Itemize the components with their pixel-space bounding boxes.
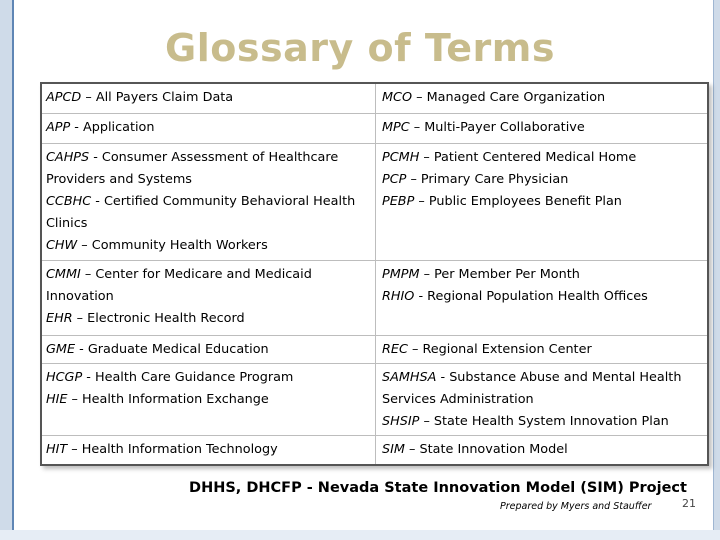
glossary-separator: – <box>419 414 434 429</box>
glossary-cell-right <box>376 436 707 464</box>
glossary-definition: Public Employees Benefit Plan <box>428 194 622 209</box>
glossary-definition: All Payers Claim Data <box>95 90 234 105</box>
glossary-term: SIM <box>382 442 405 457</box>
glossary-term: APCD <box>46 90 82 105</box>
glossary-definition: Regional Population Health Offices <box>427 289 648 304</box>
glossary-separator: - <box>82 370 95 385</box>
glossary-definition: Health Information Exchange <box>82 392 269 407</box>
glossary-entry <box>46 235 371 257</box>
glossary-definition: Certified Community Behavioral Health Clinics <box>46 194 356 231</box>
glossary-definition: Community Health Workers <box>91 238 268 253</box>
glossary-separator: – <box>77 238 92 253</box>
glossary-term: CCBHC <box>46 194 92 209</box>
glossary-entry <box>46 147 371 191</box>
glossary-separator: – <box>81 90 96 105</box>
glossary-definition: Health Care Guidance Program <box>94 370 294 385</box>
glossary-cell-right <box>376 114 707 144</box>
glossary-entry <box>382 264 703 286</box>
glossary-separator: - <box>414 289 428 304</box>
glossary-entry <box>46 339 371 361</box>
glossary-cell-left <box>42 84 376 114</box>
glossary-entry <box>46 264 371 308</box>
glossary-definition: Center for Medicare and Medicaid Innovation <box>46 267 312 304</box>
glossary-separator: – <box>67 392 83 407</box>
glossary-definition: Regional Extension Center <box>422 342 592 357</box>
glossary-entry <box>382 286 703 308</box>
glossary-cell-left <box>42 144 376 261</box>
glossary-cell-right <box>376 261 707 336</box>
glossary-entry <box>382 411 703 433</box>
glossary-entry <box>382 87 703 109</box>
glossary-entry <box>382 117 703 139</box>
glossary-entry <box>46 191 371 235</box>
footer-credit: Prepared by Myers and Stauffer <box>500 501 652 512</box>
glossary-entry <box>46 308 371 330</box>
footer-project-title: DHHS, DHCFP - Nevada State Innovation Model (SIM) Project <box>189 480 687 496</box>
glossary-cell-right <box>376 364 707 436</box>
glossary-entry <box>382 191 703 213</box>
glossary-separator: – <box>412 90 427 105</box>
glossary-separator: – <box>72 311 88 326</box>
glossary-term: MPC <box>382 120 410 135</box>
glossary-separator: - <box>70 120 83 135</box>
glossary-entry <box>382 169 703 191</box>
glossary-term: MCO <box>382 90 413 105</box>
glossary-term: HIT <box>46 442 68 457</box>
left-accent-line <box>12 0 14 540</box>
glossary-entry <box>46 389 371 411</box>
glossary-entry <box>382 147 703 169</box>
glossary-term: SHSIP <box>382 414 420 429</box>
glossary-term: HCGP <box>46 370 83 385</box>
glossary-term: HIE <box>46 392 68 407</box>
glossary-cell-left <box>42 436 376 464</box>
glossary-cell-right <box>376 84 707 114</box>
page-number: 21 <box>682 497 696 510</box>
slide-title: Glossary of Terms <box>165 26 555 70</box>
glossary-definition: Consumer Assessment of Healthcare Providers and Systems <box>46 150 339 187</box>
glossary-term: RHIO <box>382 289 415 304</box>
glossary-term: SAMHSA <box>382 370 437 385</box>
glossary-cell-left <box>42 364 376 436</box>
glossary-separator: – <box>406 172 421 187</box>
glossary-cell-left <box>42 336 376 364</box>
glossary-separator: – <box>419 150 434 165</box>
glossary-term: CAHPS <box>46 150 90 165</box>
glossary-definition: Application <box>82 120 155 135</box>
glossary-term: PMPM <box>382 267 420 282</box>
glossary-definition: Patient Centered Medical Home <box>433 150 637 165</box>
right-decorative-bar <box>714 0 720 540</box>
glossary-entry <box>46 439 371 461</box>
glossary-term: CMMI <box>46 267 81 282</box>
glossary-entry <box>382 367 703 411</box>
glossary-cell-right <box>376 144 707 261</box>
left-decorative-bar <box>0 0 12 540</box>
glossary-definition: Substance Abuse and Mental Health Services Administration <box>382 370 682 407</box>
glossary-term: PCMH <box>382 150 420 165</box>
glossary-cell-left <box>42 261 376 336</box>
glossary-entry <box>382 439 703 461</box>
glossary-entry <box>382 339 703 361</box>
right-accent-line <box>713 0 714 540</box>
glossary-term: GME <box>46 342 76 357</box>
glossary-separator: - <box>75 342 88 357</box>
glossary-entry <box>46 87 371 109</box>
glossary-definition: Managed Care Organization <box>426 90 606 105</box>
glossary-term: PCP <box>382 172 407 187</box>
glossary-cell-left <box>42 114 376 144</box>
glossary-definition: Electronic Health Record <box>87 311 245 326</box>
glossary-definition: Multi-Payer Collaborative <box>424 120 585 135</box>
glossary-separator: – <box>407 342 423 357</box>
glossary-term: EHR <box>46 311 73 326</box>
glossary-definition: State Innovation Model <box>419 442 568 457</box>
glossary-term: CHW <box>46 238 78 253</box>
glossary-separator: - <box>436 370 450 385</box>
glossary-entry <box>46 117 371 139</box>
glossary-separator: – <box>80 267 96 282</box>
bottom-band <box>0 530 720 540</box>
glossary-separator: – <box>419 267 435 282</box>
glossary-term: PEBP <box>382 194 415 209</box>
glossary-term: REC <box>382 342 408 357</box>
glossary-definition: Graduate Medical Education <box>87 342 269 357</box>
glossary-separator: - <box>91 194 104 209</box>
glossary-separator: - <box>89 150 102 165</box>
glossary-entry <box>46 367 371 389</box>
glossary-table <box>40 82 709 466</box>
glossary-term: APP <box>46 120 71 135</box>
glossary-separator: – <box>414 194 429 209</box>
glossary-definition: Per Member Per Month <box>434 267 580 282</box>
glossary-definition: Health Information Technology <box>81 442 278 457</box>
glossary-separator: – <box>67 442 82 457</box>
glossary-separator: – <box>409 120 425 135</box>
glossary-definition: State Health System Innovation Plan <box>433 414 669 429</box>
glossary-cell-right <box>376 336 707 364</box>
glossary-separator: – <box>404 442 420 457</box>
glossary-definition: Primary Care Physician <box>420 172 569 187</box>
